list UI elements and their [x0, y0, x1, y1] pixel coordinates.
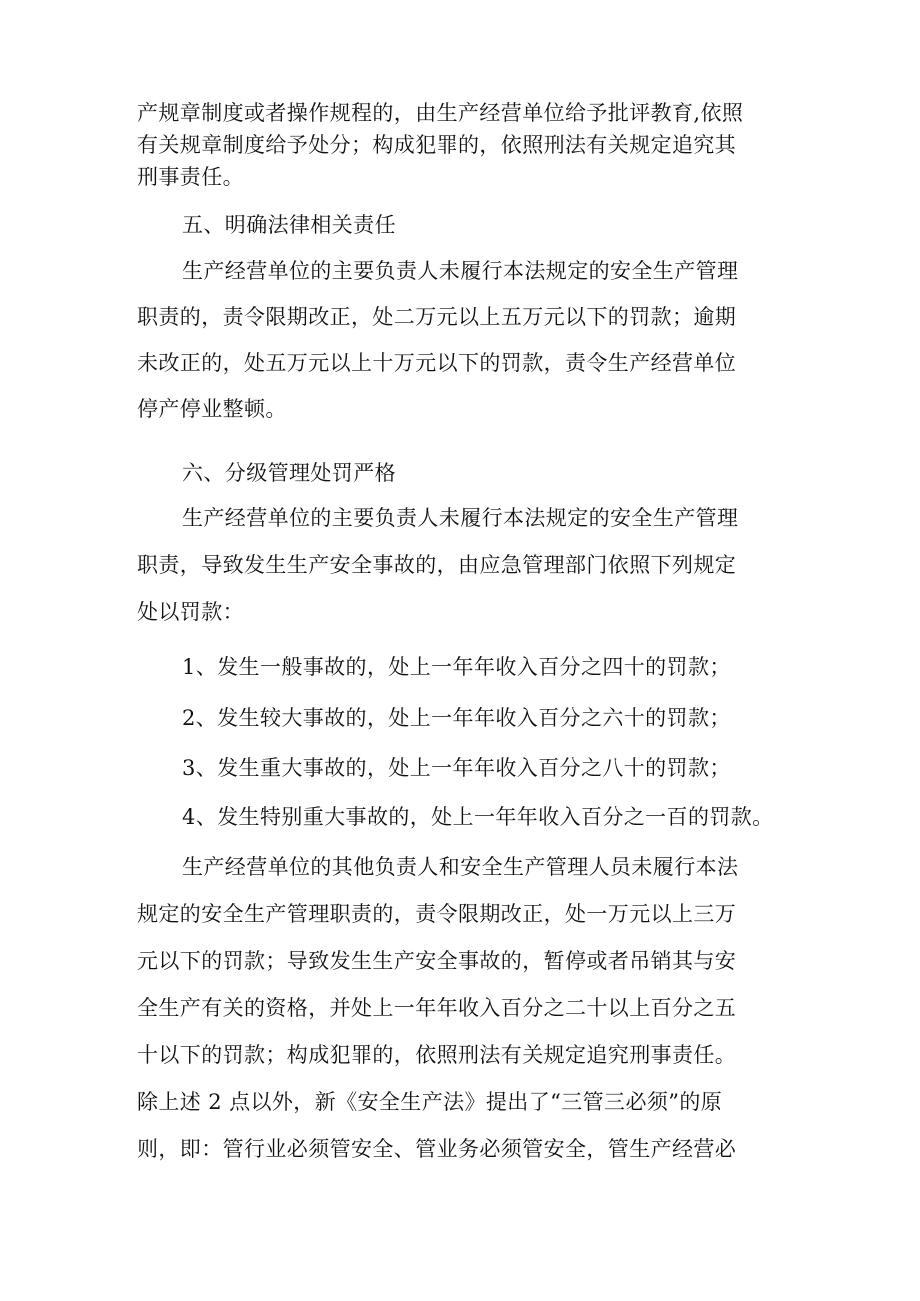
text-line: 停产停业整顿。: [137, 397, 287, 421]
text-line: 除上述 2 点以外，新《安全生产法》提出了“三管三必须”的原: [137, 1090, 723, 1114]
list-item: 2、发生较大事故的，处上一年年收入百分之六十的罚款；: [182, 706, 731, 730]
text-line: 处以罚款：: [137, 600, 244, 624]
list-item: 4、发生特别重大事故的，处上一年年收入百分之一百的罚款。: [182, 805, 774, 829]
text-line: 生产经营单位的主要负责人未履行本法规定的安全生产管理: [182, 506, 739, 530]
text-line: 职责的，责令限期改正，处二万元以上五万元以下的罚款；逾期: [137, 305, 737, 329]
text-line: 职责，导致发生生产安全事故的，由应急管理部门依照下列规定: [137, 553, 737, 577]
text-line: 生产经营单位的其他负责人和安全生产管理人员未履行本法: [182, 855, 739, 879]
list-item: 3、发生重大事故的，处上一年年收入百分之八十的罚款；: [182, 756, 731, 780]
text-line: 有关规章制度给予处分；构成犯罪的，依照刑法有关规定追究其: [137, 133, 737, 157]
section-heading: 六、分级管理处罚严格: [182, 461, 396, 485]
text-line: 规定的安全生产管理职责的，责令限期改正，处一万元以上三万: [137, 902, 737, 926]
section-heading: 五、明确法律相关责任: [182, 213, 396, 237]
text-line: 刑事责任。: [137, 165, 244, 189]
text-line: 十以下的罚款；构成犯罪的，依照刑法有关规定追究刑事责任。: [137, 1043, 737, 1067]
list-item: 1、发生一般事故的，处上一年年收入百分之四十的罚款；: [182, 655, 731, 679]
text-line: 元以下的罚款；导致发生生产安全事故的，暂停或者吊销其与安: [137, 949, 737, 973]
text-line: 产规章制度或者操作规程的，由生产经营单位给予批评教育,依照: [137, 101, 744, 125]
text-line: 未改正的，处五万元以上十万元以下的罚款，责令生产经营单位: [137, 351, 737, 375]
text-line: 全生产有关的资格，并处上一年年收入百分之二十以上百分之五: [137, 996, 737, 1020]
text-line: 生产经营单位的主要负责人未履行本法规定的安全生产管理: [182, 259, 739, 283]
text-line: 则，即：管行业必须管安全、管业务必须管安全，管生产经营必: [137, 1137, 737, 1161]
